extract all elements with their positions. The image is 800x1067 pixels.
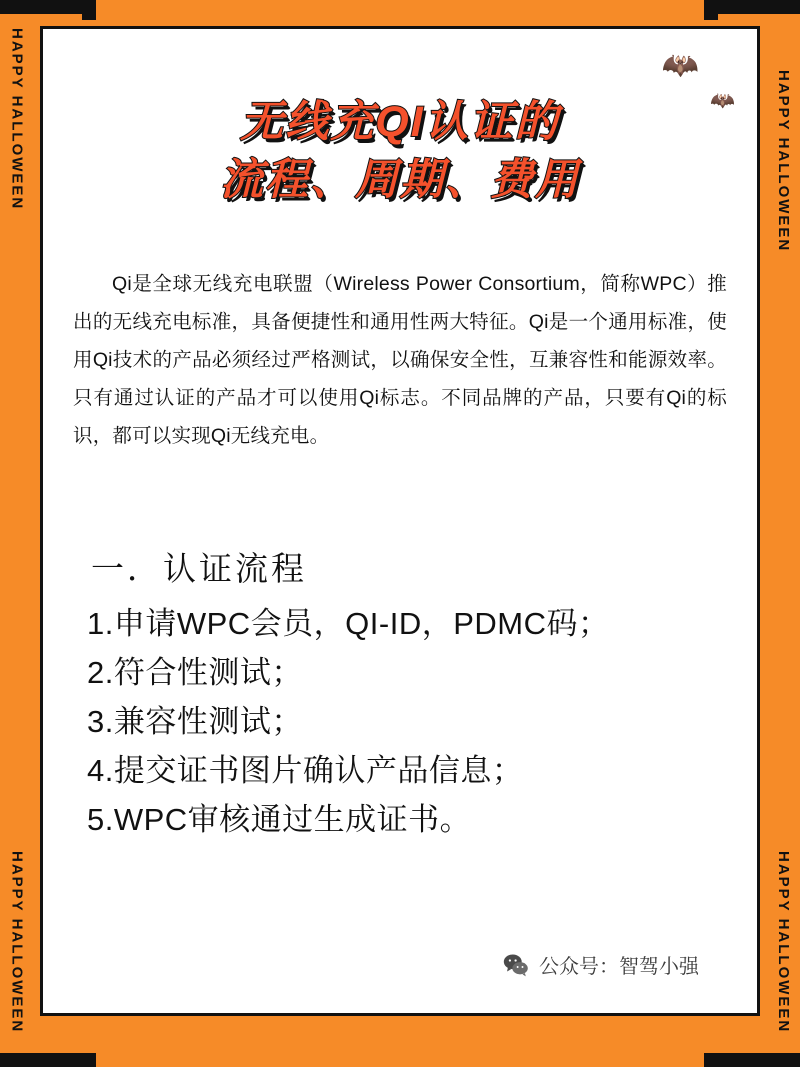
page-title [73,93,727,209]
corner-decoration-bottom-right [704,1053,800,1067]
side-label-left-bottom: HAPPY HALLOWEEN [8,850,26,1033]
corner-decoration-bottom-left [0,1053,96,1067]
title-line-1: 无线充QI认证的 [240,98,560,146]
intro-paragraph: Qi是全球无线充电联盟（Wireless Power Consortium，简称WPC）推出的无线充电标准，具备便捷性和通用性两大特征。Qi是一个通用标准，使用Qi技术的产品必须经过严格测试，以确保安全性，互兼容性和能源效率。只有通过认证的产品才可以使用Qi标志。不同品牌的产品，只要有Qi的标识，都可以实现Qi无线充电。 [73,273,727,448]
content-card [40,26,760,1016]
wechat-icon [503,952,529,978]
list-item: 2.符合性测试； [87,655,303,691]
bat-small-icon: 🦇 [710,90,735,112]
bat-icon: 🦇 [661,49,699,82]
list-item: 4.提交证书图片确认产品信息； [87,753,524,789]
side-label-right-top: HAPPY HALLOWEEN [775,70,792,253]
list-item: 5.WPC审核通过生成证书。 [87,802,472,838]
section-heading: 一．认证流程 [91,550,307,588]
side-label-right-bottom: HAPPY HALLOWEEN [775,850,792,1033]
corner-decoration-top-right-vertical [704,0,718,20]
account-footer [503,950,699,979]
corner-decoration-top-left-vertical [82,0,96,20]
account-name: 公众号：智驾小强 [539,956,699,978]
list-item: 3.兼容性测试； [87,704,303,740]
certification-steps-list [87,600,727,845]
corner-decoration-top-right [704,0,800,14]
side-label-left-top: HAPPY HALLOWEEN [8,28,26,211]
list-item: 1.申请WPC会员，QI-ID，PDMC码； [87,606,610,642]
title-line-2: 流程、周期、费用 [220,156,580,205]
